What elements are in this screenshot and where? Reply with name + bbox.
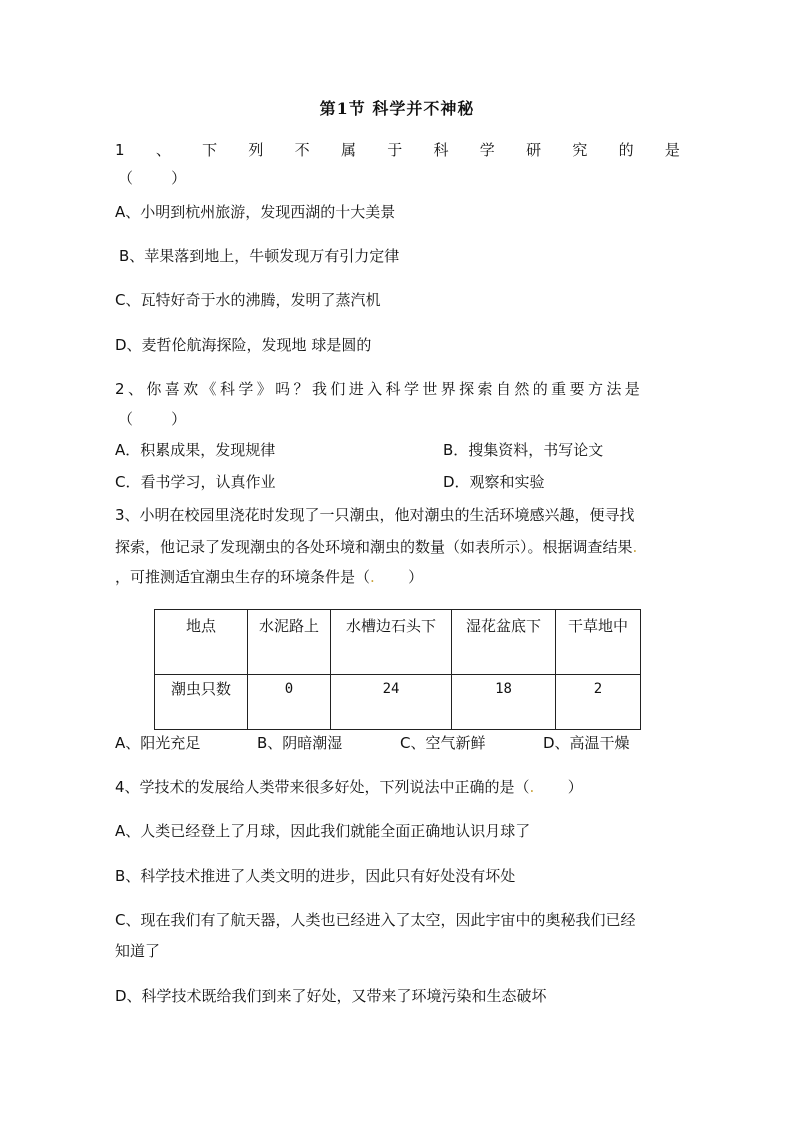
q3-option-b: B、阴暗潮湿 xyxy=(257,734,343,752)
q3-option-d: D、高温干燥 xyxy=(543,734,630,752)
q1-option-d: D、麦哲伦航海探险，发现地 球是圆的 xyxy=(115,336,372,354)
page-title: 第1节 科学并不神秘 xyxy=(319,99,475,118)
q1-option-c: C、瓦特好奇于水的沸腾，发明了蒸汽机 xyxy=(115,291,381,309)
table-header-cell: 地点 xyxy=(155,610,248,675)
q3-stem-line1: 3、小明在校园里浇花时发现了一只潮虫，他对潮虫的生活环境感兴趣，便寻找 xyxy=(115,506,635,524)
table-header-cell: 水泥路上 xyxy=(248,610,331,675)
q2-option-c: C．看书学习，认真作业 xyxy=(115,473,276,491)
table-header-cell: 湿花盆底下 xyxy=(452,610,556,675)
q1-stem: 1 、 下 列 不 属 于 科 学 研 究 的 是 xyxy=(115,141,680,159)
table-cell: 24 xyxy=(331,675,452,730)
table-cell: 0 xyxy=(248,675,331,730)
q4-option-b: B、科学技术推进了人类文明的进步，因此只有好处没有坏处 xyxy=(115,867,516,885)
q3-stem-line3: ，可推测适宜潮虫生存的环境条件是（. ） xyxy=(115,568,424,586)
q4-option-c: C、现在我们有了航天器，人类也已经进入了太空，因此宇宙中的奥秘我们已经 xyxy=(115,911,636,929)
table-header-cell: 水槽边石头下 xyxy=(331,610,452,675)
q4-option-c-continued: 知道了 xyxy=(115,942,161,960)
q2-option-b: B．搜集资料，书写论文 xyxy=(443,441,604,459)
table-row xyxy=(155,675,641,730)
q3-stem-line2: 探索，他记录了发现潮虫的各处环境和潮虫的数量（如表所示）。根据调查结果. xyxy=(115,538,638,556)
table-header-cell: 干草地中 xyxy=(556,610,641,675)
q3-option-c: C、空气新鲜 xyxy=(400,734,486,752)
q1-answer-paren: （ ） xyxy=(118,169,187,187)
q2-answer-paren: （ ） xyxy=(118,410,187,428)
table-cell: 18 xyxy=(452,675,556,730)
q4-stem: 4、学技术的发展给人类带来很多好处，下列说法中正确的是（. ） xyxy=(115,778,583,796)
q1-option-b: B、苹果落到地上，牛顿发现万有引力定律 xyxy=(119,247,400,265)
q2-option-d: D．观察和实验 xyxy=(443,473,545,491)
q4-option-d: D、科学技术既给我们到来了好处，又带来了环境污染和生态破坏 xyxy=(115,987,547,1005)
q2-stem: 2、你喜欢《科学》吗？我们进入科学世界探索自然的重要方法是 xyxy=(115,380,644,398)
q1-option-a: A、小明到杭州旅游，发现西湖的十大美景 xyxy=(115,203,396,221)
q3-option-a: A、阳光充足 xyxy=(115,734,201,752)
q2-option-a: A．积累成果，发现规律 xyxy=(115,441,276,459)
survey-table xyxy=(154,609,641,730)
table-header-row xyxy=(155,610,641,675)
table-cell: 2 xyxy=(556,675,641,730)
table-row-label: 潮虫只数 xyxy=(155,675,248,730)
q4-option-a: A、人类已经登上了月球，因此我们就能全面正确地认识月球了 xyxy=(115,822,531,840)
